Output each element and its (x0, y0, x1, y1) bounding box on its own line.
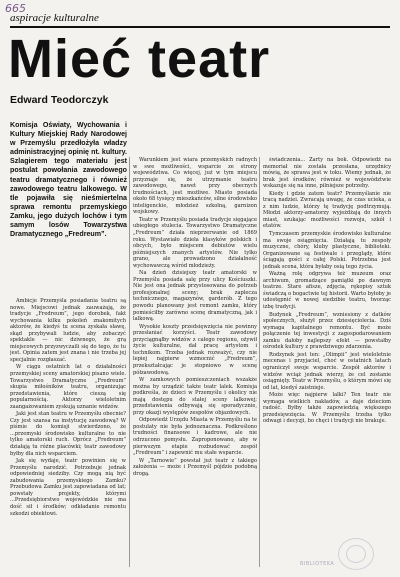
left-paragraph: Jak się wydaje, teatr powinien się w Przemyślu narodzić. Potrzebuje jednak odpowiedniej siedziby. Czy mogą nią być zabudowania przemyskiego Zamku? Przebudowa Zamku jest zapowiadana od lat; powstały projekty, którymi ...Przedsiębiorstwo wojewódzkie nie ma dość sił i środków; odkładanie remontu szkodzi obiektowi. (10, 458, 126, 517)
author-byline: Edward Teodorczyk (10, 94, 109, 106)
middle-paragraph: Wysokie koszty przedsięwzięcia nie powinny przesłaniać korzyści. Teatr zawodowy przyciągnąłby widzów z całego regionu, ożywił życie kulturalne, dał pracę artystom i technikom. Trzeba jednak rozważyć, czy nie lepiej najpierw wzmocnić „Fredreum”, przekształcając je stopniowo w scenę półzawodową. (133, 323, 257, 376)
right-paragraph: Rodzynek jest ten: „Olimpii” jest wieloletnie mecenas i przyjaciel, choć w ostatnich latach ograniczył swoje wsparcie. Zespół aktorów i widzów wciąż jednak wierzy, że cel zostanie osiągnięty. Teatr w Przemyślu, o którym mówi się od lat, kiedyś zaistnieje. (263, 351, 391, 391)
stamp-text: BIBLIOTEKA (300, 561, 335, 567)
middle-paragraph: Teatr w Przemyślu posiada tradycje sięgające ubiegłego stulecia. Towarzystwo Dramatyczne „Fredreum” działa nieprzerwanie od 1869 roku. Wystawiało dzieła klasyków polskich i obcych, było miejscem debiutów wielu późniejszych znanych artystów. Nie tylko grano, ale prowadzono działalność wychowawczą wśród młodzieży. (133, 216, 257, 269)
right-paragraph: świadczenia... Żarty na bok. Odpowiedź na memoriał nie została przesłana, urzędnicy mówią, że sprawa jest w toku. Wiemy jednak, że brak jest środków; również w województwie wskazuje się na inne, pilniejsze potrzeby. (263, 157, 391, 190)
middle-column (133, 157, 257, 570)
right-paragraph: Może więc najpierw lalki? Ten teatr nie wymaga wielkich nakładów, a daje dzieciom radość. Byłby także zapowiedzią większego przedsięwzięcia. W Przemyślu trzeba tylko odwagi i decyzji, bo chęci i tradycji nie brakuje. (263, 392, 391, 425)
right-paragraph: Kiedy i gdzie zatem teatr? Przemyślanie nie tracą nadziei. Zwracają uwagę, że czas ucieka, a z nim ludzie, którzy tę tradycję podtrzymują. Młodzi aktorzy-amatorzy wyjeżdżają do innych miast, szukając możliwości rozwoju, szkół i etatów. (263, 190, 391, 230)
middle-paragraph: Warunkiem jest wiara przemyskich radnych w swe możliwości, wsparcie ze strony województwa. Co więcej, już w tym miejscu przyznaje się, że utrzymanie teatru zawodowego, nawet przy obecnych trudnościach, jest możliwe. Miasto posiada około 68 tysięcy mieszkańców, silne środowisko inteligenckie, młodzież szkolną, garnizon wojskowy. (133, 157, 257, 216)
left-paragraph: W ciągu ostatnich lat o działalności przemyskiej sceny amatorskiej pisano wiele. Towarzystwo Dramatyczne „Fredreum” skupia miłośników teatru, organizując przedstawienia, które cieszą się popularnością. Aktorzy wieloletnim zaangażowaniem zyskują uznanie widzów. (10, 364, 126, 410)
column-rule (259, 157, 260, 567)
library-stamp (338, 538, 374, 570)
top-rule (10, 26, 390, 28)
section-label: aspiracje kulturalne (10, 12, 99, 24)
right-paragraph: Budynek „Fredreum”, wzniesiony z datków społecznych, służył przez dziesięciolecia. Dziś wymaga kapitalnego remontu. Być może połączenie tej inwestycji z zagospodarowaniem zamku dałoby najlepszy efekt — powstałby ośrodek kultury z prawdziwego zdarzenia. (263, 311, 391, 351)
lead-paragraph: Komisja Oświaty, Wychowania i Kultury Miejskiej Rady Narodowej w Przemyślu przedłożyła władzy administracyjnej opinię nt. kultury. Szlagierem tego materiału jest postulat powołania zawodowego teatru dramatycznego i również zawodowego teatru lalkowego. W tle pojawiła się nieśmiertelna sprawa remontu przemyskiego Zamku, jego dużych lochów i tym samym losów Towarzystwa Dramatycznego „Fredreum”. (10, 121, 127, 239)
middle-paragraph: Odpowiedź Urzędu Miasta w Przemyślu na te postulaty nie była jednoznaczna. Podkreślono trudności finansowe i kadrowe, ale nie odrzucono pomysłu. Zaproponowano, aby w pierwszym etapie rozbudować zespół „Fredreum” i zapewnić mu stałe wsparcie. (133, 417, 257, 457)
left-column (10, 298, 126, 564)
middle-paragraph: W zamkowych pomieszczeniach wszakże można by urządzić także teatr lalek. Komisja podkreśla, że dzieci w Przemyślu i okolicy nie mają dostępu do stałej sceny lalkowej; przedstawienia odbywają się sporadycznie, przy okazji występów zespołów objazdowych. (133, 377, 257, 416)
column-rule (129, 157, 130, 567)
right-column (263, 157, 391, 570)
right-paragraph: Tymczasem przemyskie środowisko kulturalne ma swoje osiągnięcia. Działają tu zespoły muzyczne, chóry, kluby plastyczne, biblioteki. Organizowane są festiwale i przeglądy, które ściągają gości z całej Polski. Potrzebna jest jednak scena, która byłaby osią tego życia. (263, 231, 391, 270)
middle-paragraph: Na dzień dzisiejszy teatr amatorski w Przemyślu posiada salę przy ulicy Kościuszki. Nie jest ona jednak przystosowana do potrzeb profesjonalnej sceny; brak zaplecza technicznego, magazynów, garderób. Z tego powodu planowany jest remont zamku, który pomieściłby zarówno scenę dramatyczną, jak i lalkową. (133, 270, 257, 323)
page-number: 665 (5, 2, 26, 15)
left-paragraph: Jaki jest stan teatru w Przemyślu obecnie? Czy jest szansa na instytucję zawodową? W piśmie do komisji stwierdzono, że ...przemyski środowisko kulturalne to nie tylko amatorski ruch. Oprócz „Fredreum” działają tu różne placówki; teatr zawodowy byłby dla nich wsparciem. (10, 411, 126, 457)
right-paragraph: Ważną rolę odgrywa też muzeum oraz archiwum, gromadzące pamiątki po dawnym teatrze. Stare afisze, zdjęcia, rękopisy sztuk świadczą o bogactwie tej historii. Warto byłoby je udostępnić w nowej siedzibie teatru, tworząc izbę tradycji. (263, 271, 391, 311)
middle-paragraph: W „Tarnowie” powstał już teatr z takiego założenia — może i Przemyśl pójdzie podobną drogą. (133, 457, 257, 477)
left-paragraph: Ambicje Przemyśla posiadania teatru są nowe. Miejscowi jednak zauważają, że tradycje „Fredreum”, jego dorobek, fakt wychowania kilku pokoleń znakomitych aktorów, że kiedyś tu scena zyskała sławę, skąd przybywali ludzie, aby zobaczyć spektakle — nic dziwnego, że grą miejscowych przyzwyczaili się do tego, że tu jest. Opinia zatem jest znana i nie trzeba jej specjalnie rozgłaszać. (10, 298, 126, 363)
headline: Mieć teatr (8, 29, 271, 89)
